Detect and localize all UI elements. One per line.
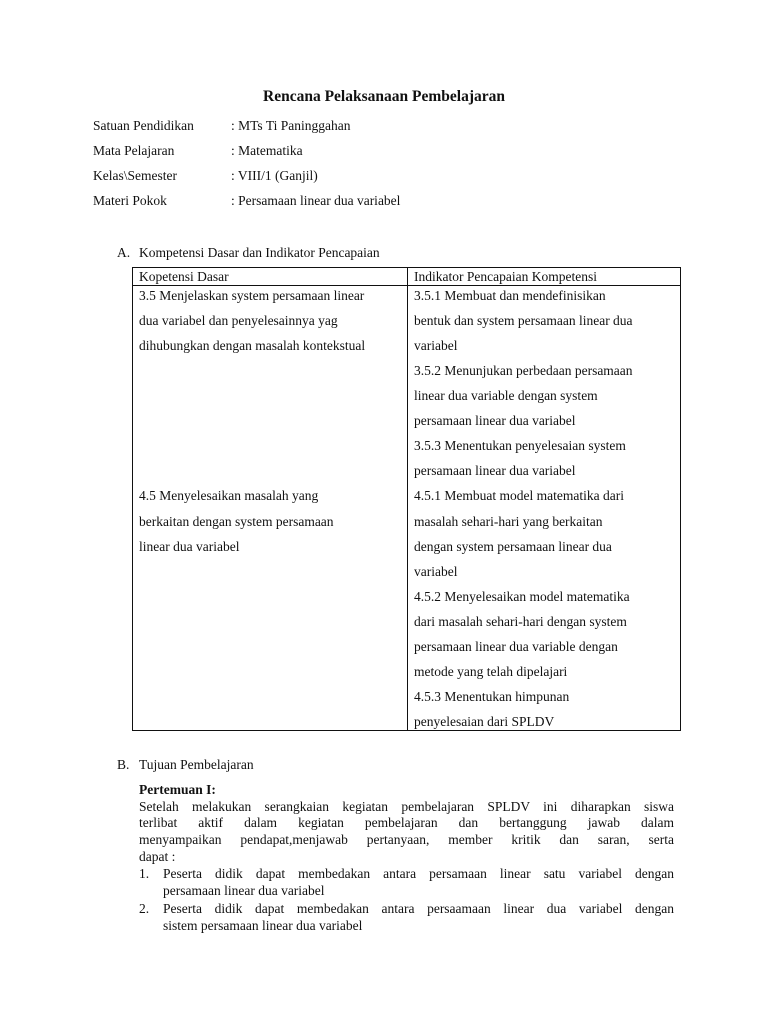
info-label: Materi Pokok: [93, 193, 167, 208]
info-label: Kelas\Semester: [93, 168, 177, 183]
indikator-line: variabel: [414, 564, 458, 579]
paragraph-line: dapat :: [139, 849, 176, 864]
indikator-line: variabel: [414, 338, 458, 353]
info-value: : Persamaan linear dua variabel: [231, 193, 401, 208]
kompetensi-table: [132, 267, 681, 731]
list-item-line: sistem persamaan linear dua variabel: [163, 918, 363, 933]
indikator-line: persamaan linear dua variable dengan: [414, 639, 618, 654]
list-item-line: Peserta didik dapat membedakan antara persaamaan linear dua variabel dengan: [163, 901, 674, 916]
indikator-line: 4.5.1 Membuat model matematika dari: [414, 488, 624, 503]
indikator-line: 4.5.3 Menentukan himpunan: [414, 689, 570, 704]
kd-line: linear dua variabel: [139, 539, 240, 554]
indikator-line: masalah sehari-hari yang berkaitan: [414, 514, 603, 529]
indikator-line: persamaan linear dua variabel: [414, 413, 576, 428]
indikator-line: 3.5.2 Menunjukan perbedaan persamaan: [414, 363, 633, 378]
section-title: Kompetensi Dasar dan Indikator Pencapaian: [139, 245, 380, 260]
info-value: : Matematika: [231, 143, 303, 158]
info-label: Satuan Pendidikan: [93, 118, 194, 133]
indikator-line: persamaan linear dua variabel: [414, 463, 576, 478]
section-letter: B.: [117, 757, 130, 772]
indikator-line: linear dua variable dengan system: [414, 388, 598, 403]
indikator-line: metode yang telah dipelajari: [414, 664, 568, 679]
paragraph-line: Setelah melakukan serangkaian kegiatan pembelajaran SPLDV ini diharapkan siswa: [139, 799, 674, 814]
kd-line: dua variabel dan penyelesainnya yag: [139, 313, 338, 328]
kd-line: dihubungkan dengan masalah kontekstual: [139, 338, 366, 353]
section-letter: A.: [117, 245, 131, 260]
indikator-line: dengan system persamaan linear dua: [414, 539, 612, 554]
table-header-indikator: Indikator Pencapaian Kompetensi: [414, 269, 597, 284]
section-title: Tujuan Pembelajaran: [139, 757, 254, 772]
indikator-line: dari masalah sehari-hari dengan system: [414, 614, 627, 629]
indikator-line: 3.5.3 Menentukan penyelesaian system: [414, 438, 626, 453]
list-number: 2.: [139, 901, 150, 916]
info-value: : MTs Ti Paninggahan: [231, 118, 351, 133]
indikator-line: bentuk dan system persamaan linear dua: [414, 313, 633, 328]
indikator-line: 4.5.2 Menyelesaikan model matematika: [414, 589, 630, 604]
list-item-line: persamaan linear dua variabel: [163, 883, 325, 898]
paragraph-line: menyampaikan pendapat,menjawab pertanyaan, member kritik dan saran, serta: [139, 832, 674, 847]
kd-line: 3.5 Menjelaskan system persamaan linear: [139, 288, 365, 303]
info-value: : VIII/1 (Ganjil): [231, 168, 318, 183]
info-label: Mata Pelajaran: [93, 143, 175, 158]
kd-line: 4.5 Menyelesaikan masalah yang: [139, 488, 319, 503]
kd-line: berkaitan dengan system persamaan: [139, 514, 334, 529]
list-item-line: Peserta didik dapat membedakan antara persamaan linear satu variabel dengan: [163, 866, 674, 881]
table-column-divider: [407, 268, 408, 730]
pertemuan-title: Pertemuan I:: [139, 782, 216, 797]
indikator-line: 3.5.1 Membuat dan mendefinisikan: [414, 288, 606, 303]
list-number: 1.: [139, 866, 150, 881]
table-header-kd: Kopetensi Dasar: [139, 269, 229, 284]
document-title: Rencana Pelaksanaan Pembelajaran: [263, 88, 505, 105]
paragraph-line: terlibat aktif dalam kegiatan pembelajaran dan bertanggung jawab dalam: [139, 815, 674, 830]
indikator-line: penyelesaian dari SPLDV: [414, 714, 555, 729]
